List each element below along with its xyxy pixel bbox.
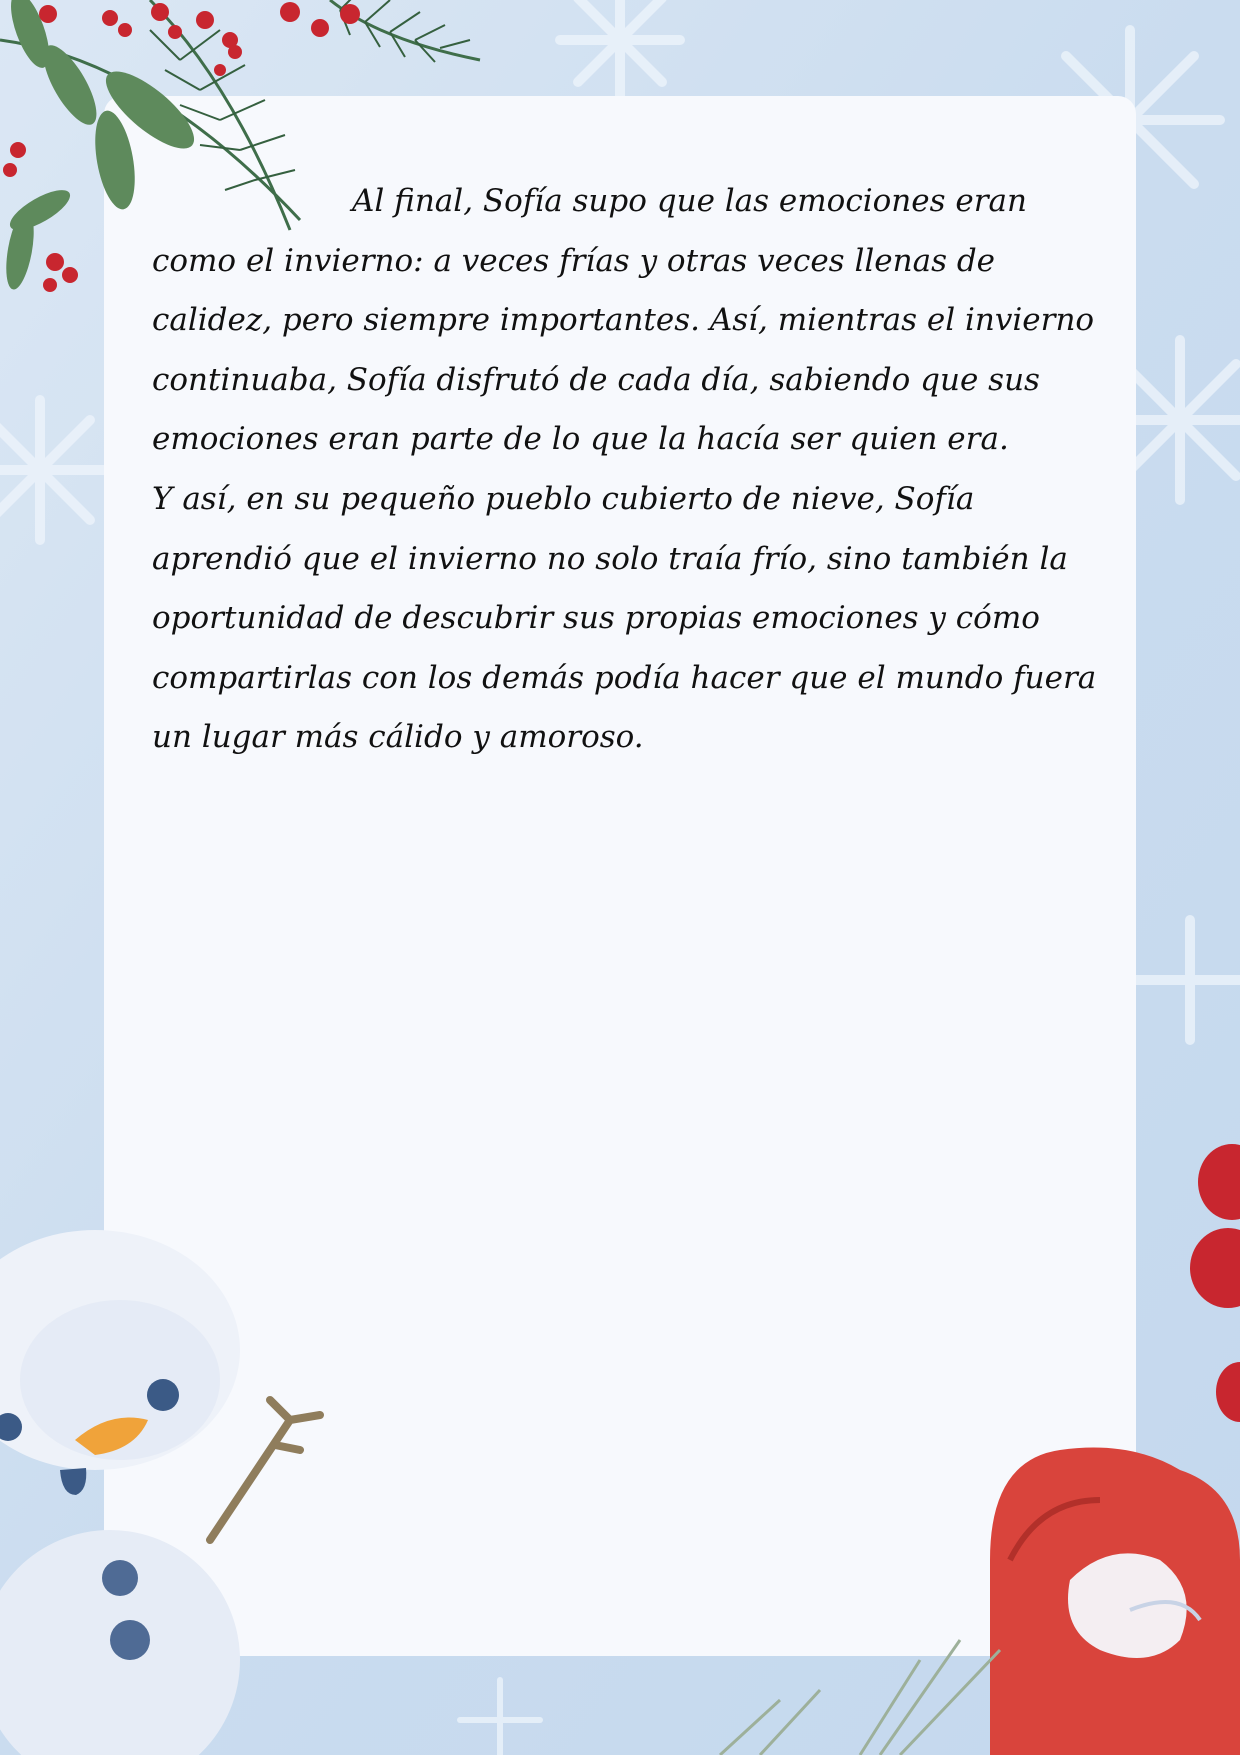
story-paragraph-1: Al final, Sofía supo que las emociones eran como el invierno: a veces frías y otras veces llenas de calidez, pero siempre importantes. Así, mientras el invierno continuaba, Sofía disfrutó de cada día, sabiendo que sus emociones eran parte de lo que la hacía ser quien era. (152, 183, 1095, 458)
story-paragraph-2: Y así, en su pequeño pueblo cubierto de nieve, Sofía aprendió que el invierno no solo traía frío, sino también la oportunidad de descubrir sus propias emociones y cómo compartirlas con los demás podía hacer que el mundo fuera un lugar más cálido y amoroso. (152, 480, 1097, 756)
story-text (152, 172, 1102, 768)
